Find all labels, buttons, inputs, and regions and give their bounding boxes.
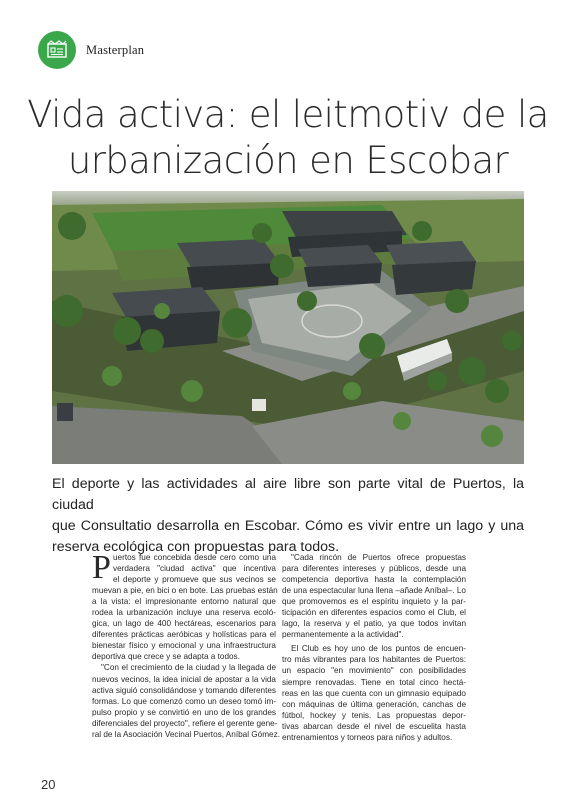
- text-line: formas. Lo que comenzó como un deseo tomó im-: [92, 696, 276, 706]
- text-line: "Con el crecimiento de la ciudad y la llegada de: [101, 663, 276, 673]
- text-line: reas en las que cuenta con un gimnasio equipado: [282, 688, 466, 698]
- text-line: uertos fue concebida desde cero como una: [113, 553, 276, 562]
- text-line: de una espectacular luna llena –añade Aníbal–. Lo: [282, 586, 466, 596]
- body-paragraph: [282, 552, 466, 640]
- text-line: con máquinas de última generación, canchas de: [282, 699, 466, 709]
- text-line: lago, la reserva y el patio, ya que todos invitan: [282, 619, 466, 629]
- hero-image: [52, 191, 524, 464]
- text-line: competencia deportiva hasta la contemplación: [282, 575, 466, 585]
- body-column-right: [282, 552, 466, 743]
- text-line: permanentemente a la actividad".: [282, 630, 404, 640]
- text-line: pulso propio y se convirtió en uno de los grandes: [92, 707, 276, 717]
- lead-paragraph: [52, 474, 524, 558]
- text-line: activa siguió consolidándose y tomando diferentes: [92, 685, 276, 695]
- lead-line: reserva ecológica con propuestas para todos.: [52, 539, 340, 555]
- title-line: Vida activa: el leitmotiv de la: [27, 93, 549, 136]
- text-line: muevan a pie, en bici o en bote. Las pruebas están: [92, 586, 278, 596]
- text-line: un espacio "en movimiento" con posibilidades: [282, 666, 466, 676]
- lead-line: que Consultatio desarrolla en Escobar. Cómo es vivir entre un lago y una: [52, 518, 524, 534]
- text-line: deportiva que crece y se adapta a todos.: [92, 652, 240, 662]
- text-line: ticipación en diferentes espacios como el Club, el: [282, 608, 466, 618]
- text-line: bienestar físico y emocional y una infraestructura: [92, 641, 276, 651]
- text-line: diferenciales del proyecto", refiere el gerente gene-: [92, 718, 278, 728]
- body-column-left: [92, 549, 280, 740]
- article-title: [0, 92, 576, 184]
- text-line: ral de la Asociación Vecinal Puertos, Aníbal Gómez.: [92, 729, 280, 739]
- text-line: nuevos vecinos, la idea inicial de apostar a la vida: [92, 674, 276, 684]
- text-line: diferentes prácticas aeróbicas y holísticas para el: [92, 630, 276, 640]
- section-label: Masterplan: [86, 43, 145, 57]
- text-line: "Cada rincón de Puertos ofrece propuestas: [291, 553, 466, 562]
- masterplan-blueprint-icon: [46, 40, 68, 60]
- lead-line: El deporte y las actividades al aire libre son parte vital de Puertos, la ciudad: [52, 476, 524, 513]
- text-line: tro más vibrantes para los habitantes de Puertos:: [282, 655, 466, 665]
- section-badge: [38, 31, 76, 69]
- body-paragraph: [282, 643, 466, 742]
- body-paragraph: [92, 662, 280, 739]
- text-line: que promovemos es el espíritu inquieto y la par-: [282, 597, 466, 607]
- page-number: 20: [41, 777, 56, 792]
- text-line: para diferentes intereses y públicos, desde una: [282, 564, 466, 574]
- text-line: El Club es hoy uno de los puntos de encuen-: [291, 644, 466, 654]
- title-line: urbanización en Escobar: [67, 139, 509, 182]
- text-line: tivas abarcan desde el nivel de escuelita hasta: [282, 721, 466, 731]
- text-line: el deporte y promueve que sus vecinos se: [113, 575, 276, 585]
- text-line: entrenamientos y torneos para niños y adultos.: [282, 732, 453, 742]
- aerial-render-illustration: [52, 191, 524, 464]
- text-line: gica, un lago de 400 hectáreas, escenarios para: [92, 619, 276, 629]
- drop-cap: P: [92, 549, 111, 586]
- text-line: fútbol, hockey y tenis. Las propuestas depor-: [282, 710, 466, 720]
- text-line: rodea la urbanización incluye una reserva ecoló-: [92, 608, 276, 618]
- text-line: verdadera "ciudad activa" que incentiva: [113, 564, 276, 574]
- text-line: a la vista: el impresionante entorno natural que: [92, 597, 276, 607]
- text-line: siempre renovadas. Tiene en total cinco hectá-: [282, 677, 466, 687]
- body-paragraph: [92, 549, 278, 662]
